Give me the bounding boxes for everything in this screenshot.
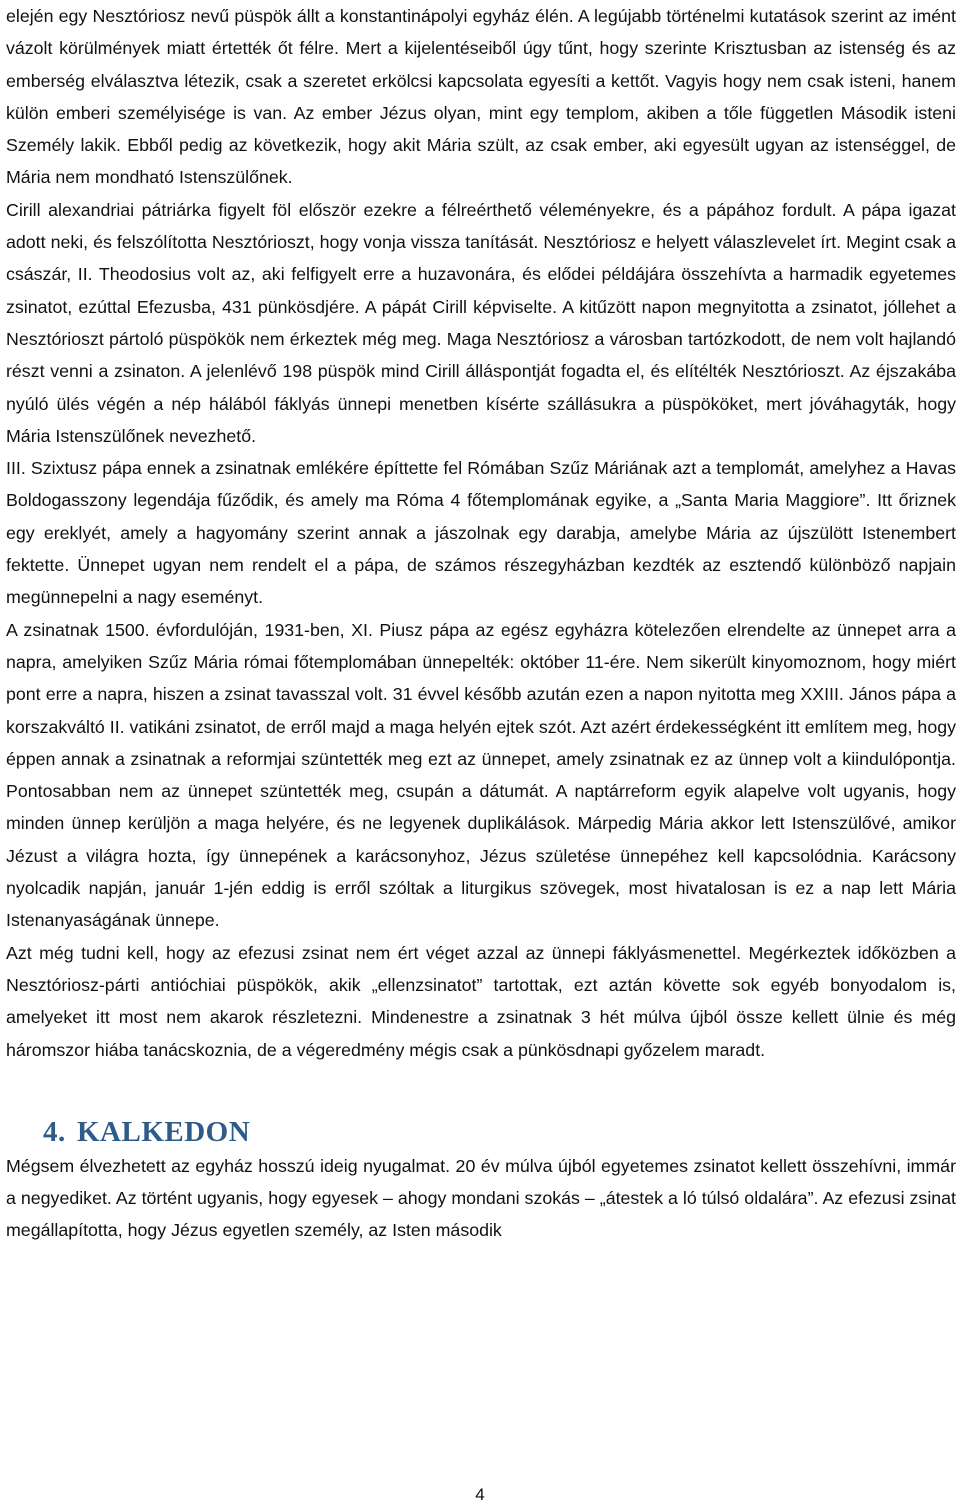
paragraph-santa-maria-maggiore: III. Szixtusz pápa ennek a zsinatnak emlékére építtette fel Rómában Szűz Máriának azt a templomát, amelyhez a Havas Boldogasszony legendája fűződik, és amely ma Róma 4 főtemplomának egyike, a „Santa Maria Maggiore”. Itt őriznek egy ereklyét, amely a hagyomány szerint annak a jászolnak egy darabja, amelybe Mária az újszülött Istenembert fektette. Ünnepet ugyan nem rendelt el a pápa, de számos részegyházban kezdték az esztendő különböző napjain megünnepelni a nagy eseményt. <box>6 458 956 608</box>
document-page <box>6 0 956 1247</box>
paragraph-chalcedon-intro: Mégsem élvezhetett az egyház hosszú ideig nyugalmat. 20 év múlva újból egyetemes zsinatot kellett összehívni, immár a negyediket. Az történt ugyanis, hogy egyesek – ahogy mondani szokás – „átestek a ló túlsó oldalára”. Az efezusi zsinat megállapította, hogy Jézus egyetlen személy, az Isten második <box>6 1155 956 1241</box>
paragraph-1500th-anniversary: A zsinatnak 1500. évfordulóján, 1931-ben, XI. Piusz pápa az egész egyházra kötelezően elrendelte az ünnepet arra a napra, amelyiken Szűz Mária római főtemplomában ünnepelték: október 11-ére. Nem sikerült kinyomoznom, hogy miért pont erre a napra, hiszen a zsinat tavasszal volt. 31 évvel később azután ezen a napon nyitotta meg XXIII. János pápa a korszakváltó II. vatikáni zsinatot, de erről majd a maga helyén ejtek szót. Azt azért érdekességként itt említem meg, hogy éppen annak a zsinatnak a reformjai szüntették meg ezt az ünnepet, amely zsinatnak ez az ünnep volt a kiindulópontja. Pontosabban nem az ünnepet szüntették meg, csupán a dátumát. A naptárreform egyik alapelve volt ugyanis, hogy minden ünnep kerüljön a maga helyére, és ne legyenek duplikálások. Márpedig Mária akkor lett Istenszülővé, amikor Jézust a világra hozta, így ünnepének a karácsonyhoz, Jézus születése ünnepéhez kell kapcsolódnia. Karácsony nyolcadik napján, január 1-jén eddig is erről szóltak a liturgikus szövegek, most hivatalosan is ez a nap lett Mária Istenanyaságának ünnepe. <box>6 619 956 931</box>
paragraph-nestorius: elején egy Nesztóriosz nevű püspök állt a konstantinápolyi egyház élén. A legújabb történelmi kutatások szerint az imént vázolt körülmények miatt értették őt félre. Mert a kijelentéseiből úgy tűnt, hogy szerinte Krisztusban az istenség és az emberség elválasztva létezik, csak a szeretet erkölcsi kapcsolata egyesíti a kettőt. Vagyis hogy nem csak isteni, hanem külön emberi személyisége is van. Az ember Jézus olyan, mint egy templom, akiben a tőle független Második isteni Személy lakik. Ebből pedig az következik, hogy akit Mária szült, az csak ember, aki egyesült ugyan az istenséggel, de Mária nem mondható Istenszülőnek. <box>6 6 956 188</box>
page-number: 4 <box>475 1485 485 1504</box>
paragraph-cyril: Cirill alexandriai pátriárka figyelt föl először ezekre a félreérthető véleményekre, és a pápához fordult. A pápa igazat adott neki, és felszólította Nesztórioszt, hogy vonja vissza tanítását. Nesztóriosz e helyett válaszlevelet írt. Megint csak a császár, II. Theodosius volt az, aki felfigyelt erre a huzavonára, és elődei példájára összehívta a harmadik egyetemes zsinatot, ezúttal Efezusba, 431 pünkösdjére. A pápát Cirill képviselte. A kitűzött napon megnyitotta a zsinatot, jóllehet a Nesztórioszt pártoló püspökök nem érkeztek még meg. Maga Nesztóriosz a városban tartózkodott, de nem volt hajlandó részt venni a zsinaton. A jelenlévő 198 püspök mind Cirill álláspontját fogadta el, és elítélték Nesztórioszt. Az éjszakába nyúló ülés végén a nép hálából fáklyás ünnepi menetben kísérte szállásukra a püspököket, mert jóváhagyták, hogy Mária Istenszülőnek nevezhető. <box>6 199 956 446</box>
paragraph-antioch-bishops: Azt még tudni kell, hogy az efezusi zsinat nem ért véget azzal az ünnepi fáklyásmenettel. Megérkeztek időközben a Nesztóriosz-párti antióchiai püspökök, akik „ellenzsinatot” tartottak, ezt aztán követte sok egyéb bonyodalom is, amelyeket itt most nem akarok részletezni. Mindenestre a zsinatnak 3 hét múlva újból össze kellett ülnie és még háromszor hiába tanácskoznia, de a végeredmény mégis csak a pünkösdnapi győzelem maradt. <box>6 942 956 1060</box>
section-number: 4. <box>43 1115 66 1148</box>
section-title: KALKEDON <box>77 1115 251 1148</box>
section-heading <box>43 1114 956 1150</box>
